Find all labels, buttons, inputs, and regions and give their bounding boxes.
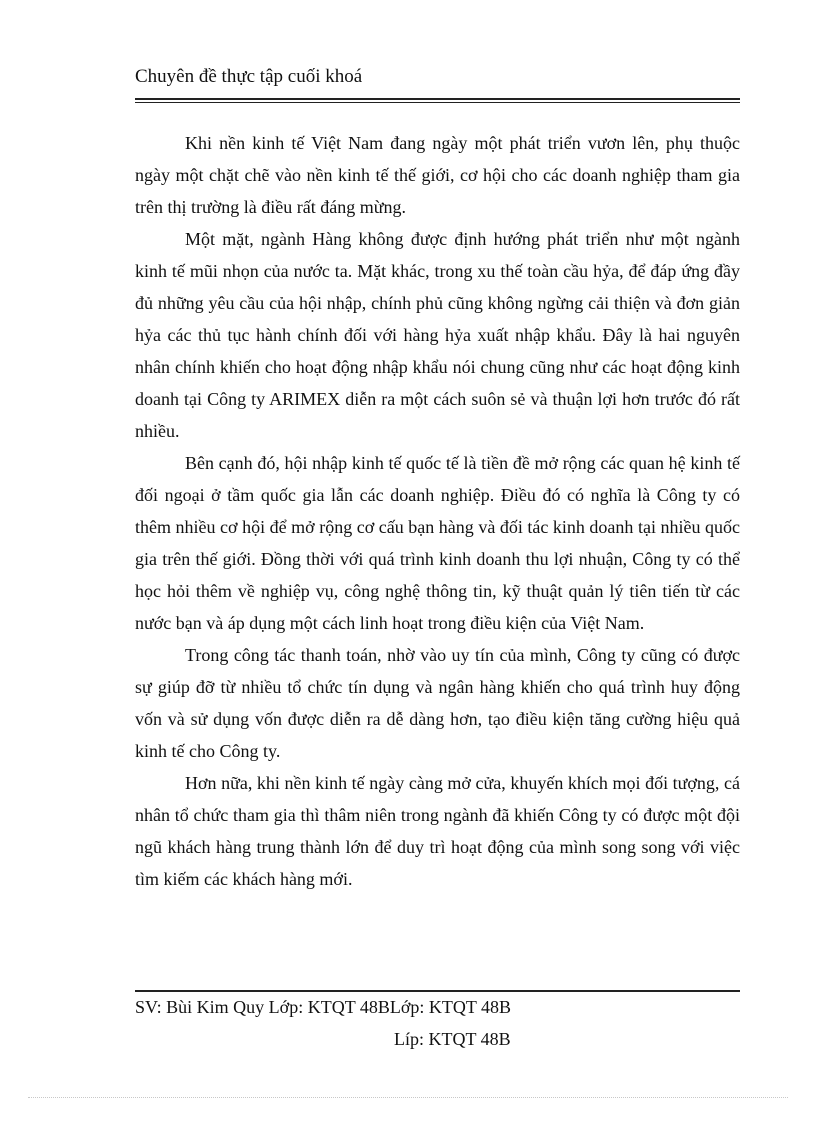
page-bottom-divider <box>28 1097 788 1098</box>
paragraph-5: Hơn nữa, khi nền kinh tế ngày càng mở cửa, khuyến khích mọi đối tượng, cá nhân tổ chức tham gia thì thâm niên trong ngành đã khiến Công ty có được một đội ngũ khách hàng trung thành lớn để duy trì hoạt động của mình song song với việc tìm kiếm các khách hàng mới. <box>135 773 740 889</box>
document-body <box>135 127 740 895</box>
header-rule-thin <box>135 102 740 103</box>
paragraph-2: Một mặt, ngành Hàng không được định hướng phát triển như một ngành kinh tế mũi nhọn của nước ta. Mặt khác, trong xu thế toàn cầu hỷa, để đáp ứng đầy đủ những yêu cầu của hội nhập, chính phủ cũng không ngừng cải thiện và đơn giản hỷa các thủ tục hành chính đối với hàng hỷa xuất nhập khẩu. Đây là hai nguyên nhân chính khiến cho hoạt động nhập khẩu nói chung cũng như các hoạt động kinh doanh tại Công ty ARIMEX diễn ra một cách suôn sẻ và thuận lợi hơn trước đó rất nhiều. <box>135 229 740 441</box>
header-rule-thick <box>135 98 740 100</box>
footer-student-info: SV: Bùi Kim Quy Lớp: KTQT 48BLớp: KTQT 48B <box>135 997 512 1017</box>
footer-class-info: Líp: KTQT 48B <box>394 1029 511 1049</box>
paragraph-1: Khi nền kinh tế Việt Nam đang ngày một phát triển vươn lên, phụ thuộc ngày một chặt chẽ vào nền kinh tế thế giới, cơ hội cho các doanh nghiệp tham gia trên thị trường là điều rất đáng mừng. <box>135 133 740 217</box>
paragraph-4: Trong công tác thanh toán, nhờ vào uy tín của mình, Công ty cũng có được sự giúp đỡ từ nhiều tổ chức tín dụng và ngân hàng khiến cho quá trình huy động vốn và sử dụng vốn được diễn ra dễ dàng hơn, tạo điều kiện tăng cường hiệu quả kinh tế cho Công ty. <box>135 645 740 761</box>
paragraph-3: Bên cạnh đó, hội nhập kinh tế quốc tế là tiền đề mở rộng các quan hệ kinh tế đối ngoại ở tầm quốc gia lẫn các doanh nghiệp. Điều đó có nghĩa là Công ty có thêm nhiều cơ hội để mở rộng cơ cấu bạn hàng và đối tác kinh doanh tại nhiều quốc gia trên thế giới. Đồng thời với quá trình kinh doanh thu lợi nhuận, Công ty có thể học hỏi thêm về nghiệp vụ, công nghệ thông tin, kỹ thuật quản lý tiên tiến từ các nước bạn và áp dụng một cách linh hoạt trong điều kiện của Việt Nam. <box>135 453 740 633</box>
page-header-title: Chuyên đề thực tập cuối khoá <box>135 66 363 87</box>
footer-rule <box>135 990 740 992</box>
